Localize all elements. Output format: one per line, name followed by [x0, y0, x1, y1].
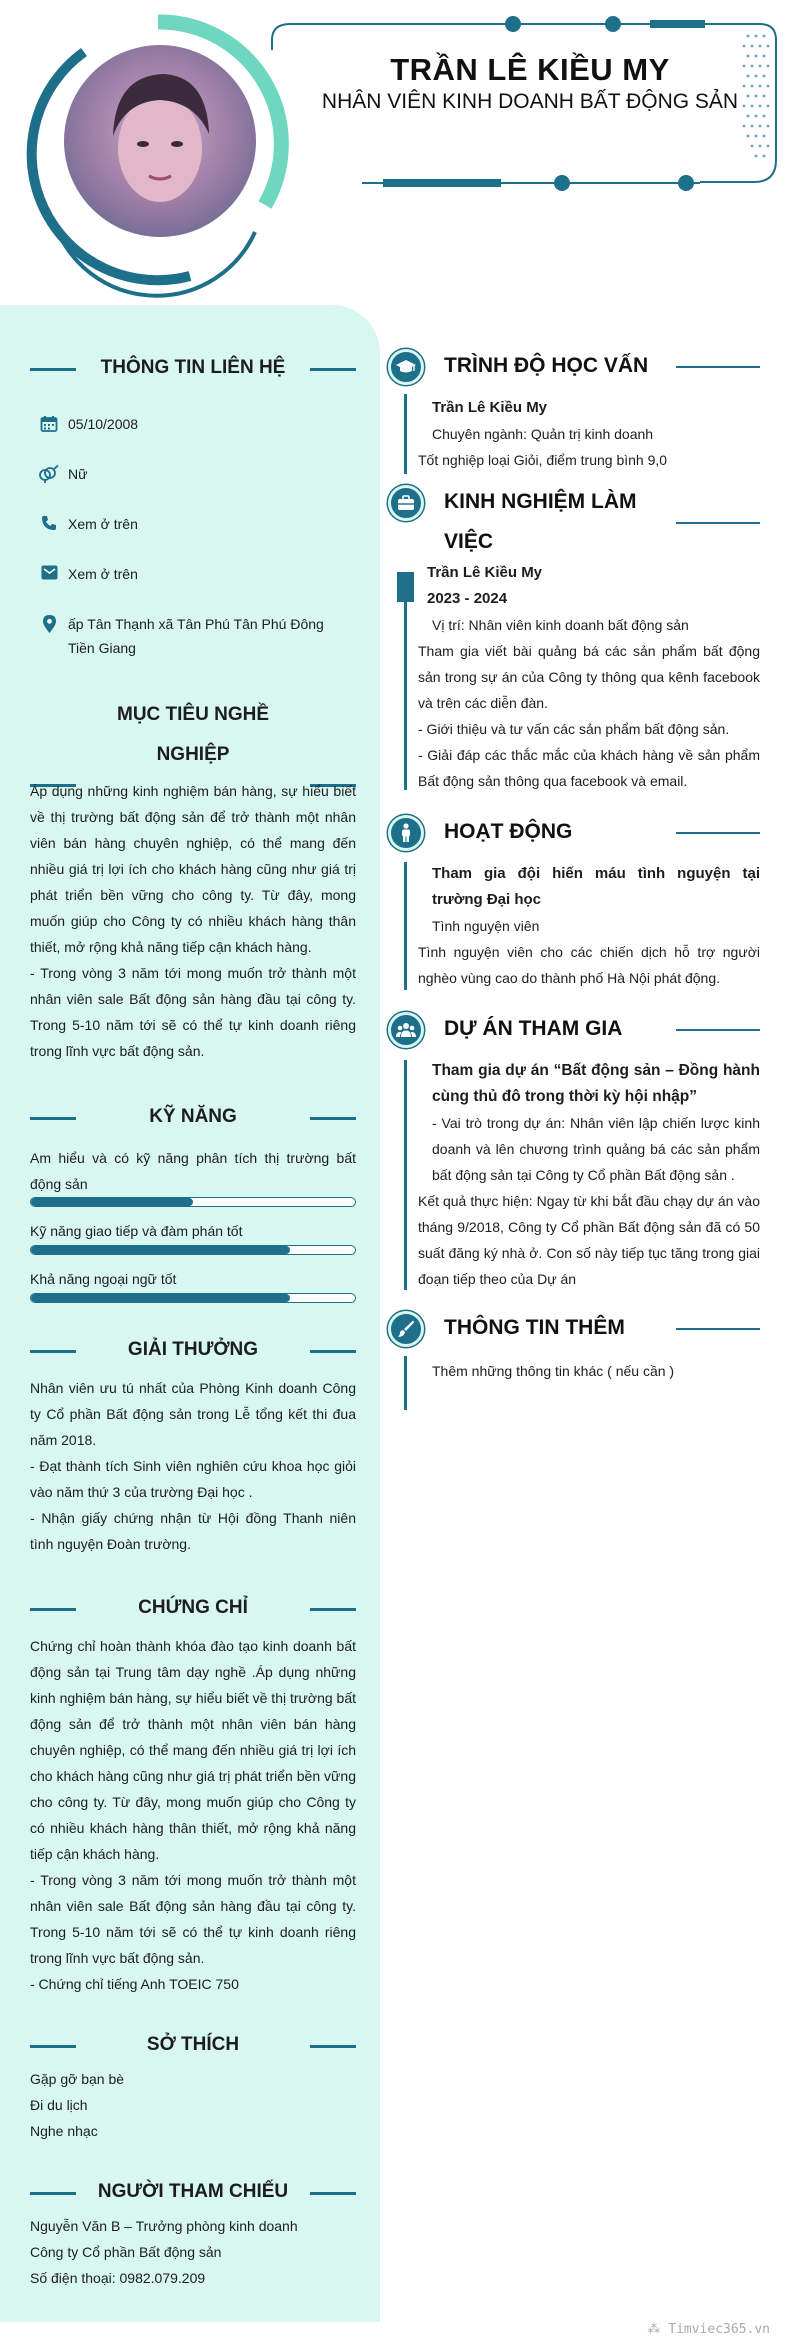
experience-description: - Giải đáp các thắc mắc của khách hàng về sản phẩm Bất động sản thông qua facebook và email.	[418, 747, 760, 789]
experience-description: Tham gia viết bài quảng bá các sản phẩm bất động sản trong sự án của Công ty thông qua kênh facebook và trên các diễn đàn.	[418, 643, 760, 711]
location-icon	[30, 612, 68, 660]
section-divider	[676, 522, 760, 524]
certificates-section-title: CHỨNG CHỈ	[30, 1588, 356, 1628]
candidate-name: TRẦN LÊ KIỀU MY	[390, 52, 670, 87]
skill-bar	[30, 1293, 356, 1303]
person-icon	[400, 823, 412, 843]
section-timeline-line	[404, 1060, 407, 1290]
gender-icon	[30, 462, 68, 486]
projects-entry	[418, 1058, 760, 1292]
awards-section-title: GIẢI THƯỞNG	[30, 1330, 356, 1370]
contact-text: Nữ	[68, 466, 88, 482]
education-section-icon	[388, 349, 424, 385]
additional-section-icon	[388, 1311, 424, 1347]
experience-description: - Giới thiệu và tư vấn các sản phẩm bất động sản.	[418, 721, 730, 737]
experience-title-line2: VIỆC	[444, 530, 494, 553]
skill-label: Kỹ năng giao tiếp và đàm phán tốt	[30, 1223, 243, 1239]
experience-title-line1: KINH NGHIỆM LÀM	[444, 490, 637, 513]
skills-section-title: KỸ NĂNG	[30, 1097, 356, 1137]
section-timeline-line	[404, 572, 407, 790]
calendar-icon	[30, 412, 68, 436]
cv-header	[0, 0, 800, 305]
experience-company: Trần Lê Kiều My	[427, 564, 543, 581]
project-role: - Vai trò trong dự án: Nhân viên lập chiến lược kinh doanh và lên chương trình quảng bá các sản phẩm bất động sản tại Công ty Cổ phần Bất động sản .	[432, 1115, 760, 1183]
skill-level	[31, 1246, 290, 1254]
job-title: NHÂN VIÊN KINH DOANH BẤT ĐỘNG SẢN	[321, 90, 739, 113]
section-divider	[676, 832, 760, 834]
skill-level	[31, 1294, 290, 1302]
watermark-icon: ⁂	[647, 2322, 669, 2337]
projects-section-icon	[388, 1012, 424, 1048]
watermark-text: Timviec365.vn	[668, 2322, 770, 2337]
phone-icon	[30, 512, 68, 536]
section-timeline-line	[404, 862, 407, 990]
education-entry	[418, 395, 760, 473]
activities-entry	[418, 861, 760, 991]
hobby-item: Nghe nhạc	[30, 2123, 98, 2139]
references-text: Nguyễn Văn B – Trưởng phòng kinh doanh Công ty Cổ phần Bất động sản Số điện thoại: 0982.079.209	[30, 2218, 298, 2286]
activities-section-title: HOẠT ĐỘNG	[444, 820, 573, 843]
experience-position: Vị trí: Nhân viên kinh doanh bất động sản	[432, 617, 689, 633]
email-icon	[30, 562, 68, 586]
additional-entry	[418, 1358, 760, 1384]
contact-gender	[30, 462, 350, 486]
hobby-item: Gặp gỡ bạn bè	[30, 2071, 125, 2087]
experience-marker	[397, 572, 414, 602]
brush-icon	[397, 1320, 415, 1338]
skill-label: Khả năng ngoại ngữ tốt	[30, 1271, 177, 1287]
contact-text: 05/10/2008	[68, 416, 139, 432]
avatar	[55, 36, 265, 246]
contact-text: Xem ở trên	[68, 566, 138, 582]
objective-title-line2: NGHIỆP	[156, 744, 230, 765]
objective-section-title	[30, 695, 356, 775]
section-divider	[676, 366, 760, 368]
education-section-title: TRÌNH ĐỘ HỌC VẤN	[444, 354, 649, 377]
objective-title-line1: MỤC TIÊU NGHỀ	[117, 704, 269, 725]
skill-bar	[30, 1245, 356, 1255]
education-result: Tốt nghiệp loại Giỏi, điểm trung bình 9,0	[418, 452, 668, 468]
education-school: Trần Lê Kiều My	[432, 399, 548, 416]
awards-text: Nhân viên ưu tú nhất của Phòng Kinh doanh Công ty Cổ phần Bất động sản trong Lễ tổng kết thi đua năm 2018. - Đạt thành tích Sinh viên nghiên cứu khoa học giỏi vào năm thứ 3 của trường Đại học . - Nhận giấy chứng nhận từ Hội đồng Thanh niên tình nguyện Đoàn trường.	[30, 1380, 356, 1552]
project-result: Kết quả thực hiện: Ngay từ khi bắt đầu chạy dự án vào tháng 9/2018, Công ty Cổ phần Bất động sản đã có 50 suất đăng ký nhà ở. Con số này tiếp tục tăng trong giai đoạn tiếp theo của Dự án	[418, 1193, 760, 1287]
contact-birthday	[30, 412, 350, 436]
contact-section-title: THÔNG TIN LIÊN HỆ	[30, 348, 356, 388]
hobbies-list	[30, 2066, 356, 2144]
activity-description: Tình nguyện viên cho các chiến dịch hỗ trợ người nghèo vùng cao do thành phố Hà Nội phát động.	[418, 944, 760, 986]
section-timeline-line	[404, 394, 407, 474]
skill-level	[31, 1198, 193, 1206]
activities-section-icon	[388, 815, 424, 851]
hobby-item: Đi du lịch	[30, 2097, 88, 2113]
education-major: Chuyên ngành: Quản trị kinh doanh	[432, 426, 654, 442]
team-icon	[396, 1022, 416, 1038]
skill-bar	[30, 1197, 356, 1207]
section-timeline-line	[404, 1356, 407, 1410]
experience-section-icon	[388, 485, 424, 521]
references-section-title: NGƯỜI THAM CHIẾU	[30, 2172, 356, 2212]
experience-entry	[418, 560, 760, 794]
experience-period: 2023 - 2024	[427, 590, 508, 607]
hobbies-section-title: SỞ THÍCH	[30, 2025, 356, 2065]
project-name: Tham gia dự án “Bất động sản – Đồng hành cùng thủ đô trong thời kỳ hội nhập”	[432, 1062, 760, 1105]
experience-section-title	[444, 482, 637, 562]
contact-email	[30, 562, 350, 586]
watermark	[647, 2322, 770, 2337]
contact-address	[30, 612, 330, 660]
certificates-text: Chứng chỉ hoàn thành khóa đào tạo kinh doanh bất động sản tại Trung tâm dạy nghề .Áp dụng những kinh nghiệm bán hàng, sự hiểu biết về thị trường bất động sản để trở thành một nhân viên bán hàng chuyên nghiệp, có thể mang đến nhiều giá trị lợi ích cho khách hàng cũng như giá trị phát triển bền vững cho công ty. Từ đây, mong muốn giúp cho Công ty có nhiều khách hàng thân thiết, mở rộng khả năng tiếp cận khách hàng. - Trong vòng 3 năm tới mong muốn trở thành một nhân viên sale Bất động sản hàng đầu tại công ty. Trong 5-10 năm tới sẽ có thể tự kinh doanh riêng trong lĩnh vực bất động sản. - Chứng chỉ tiếng Anh TOEIC 750	[30, 1638, 357, 1992]
projects-section-title: DỰ ÁN THAM GIA	[444, 1017, 623, 1040]
section-divider	[676, 1328, 760, 1330]
contact-phone	[30, 512, 350, 536]
activity-role: Tình nguyện viên	[432, 918, 540, 934]
contact-text: ấp Tân Thạnh xã Tân Phú Tân Phú Đông Tiền Giang	[68, 616, 324, 656]
additional-text: Thêm những thông tin khác ( nếu cần )	[432, 1363, 675, 1379]
activity-name: Tham gia đội hiến máu tình nguyện tại trường Đại học	[432, 865, 760, 908]
graduation-cap-icon	[396, 358, 416, 376]
contact-text: Xem ở trên	[68, 516, 138, 532]
objective-text: Áp dụng những kinh nghiệm bán hàng, sự hiểu biết về thị trường bất động sản để trở thành một nhân viên bán hàng chuyên nghiệp, có thể mang đến nhiều giá trị lợi ích cho khách hàng cũng như giá trị phát triển bền vững cho công ty. Từ đây, mong muốn giúp cho Công ty có nhiều khách hàng thân thiết, mở rộng khả năng tiếp cận khách hàng. - Trong vòng 3 năm tới mong muốn trở thành một nhân viên sale Bất động sản hàng đầu tại công ty. Trong 5-10 năm tới sẽ có thể tự kinh doanh riêng trong lĩnh vực bất động sản.	[30, 783, 356, 1059]
briefcase-icon	[397, 495, 415, 511]
section-divider	[676, 1029, 760, 1031]
additional-section-title: THÔNG TIN THÊM	[444, 1316, 625, 1339]
skill-label: Am hiểu và có kỹ năng phân tích thị trường bất động sản	[30, 1150, 356, 1192]
left-column	[0, 305, 380, 2322]
